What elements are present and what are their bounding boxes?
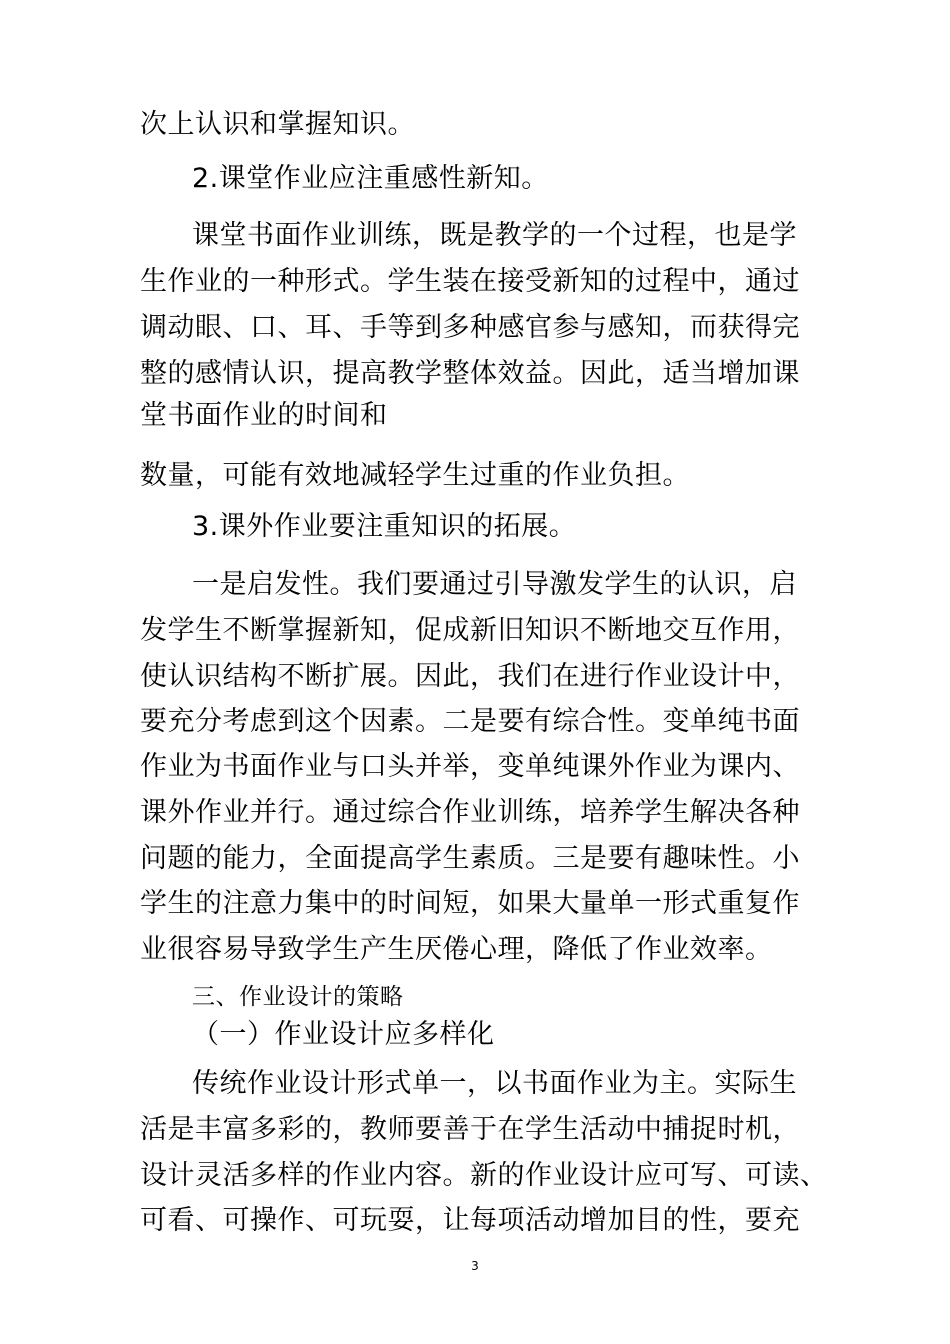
section-subheading: （一）作业设计应多样化 xyxy=(192,1019,495,1050)
text-line: 使认识结构不断扩展。因此，我们在进行作业设计中， xyxy=(140,661,800,692)
text-line: 活是丰富多彩的，教师要善于在学生活动中捕捉时机， xyxy=(140,1114,800,1145)
text-line: 调动眼、口、耳、手等到多种感官参与感知，而获得完 xyxy=(140,312,800,343)
text-line: 课外作业并行。通过综合作业训练，培养学生解决各种 xyxy=(140,797,800,828)
text-line: 学生的注意力集中的时间短，如果大量单一形式重复作 xyxy=(140,888,800,919)
text-line: 一是启发性。我们要通过引导激发学生的认识，启 xyxy=(192,569,797,600)
text-line: 次上认识和掌握知识。 xyxy=(140,109,415,140)
page-number: 3 xyxy=(471,1259,479,1273)
subheading: 2.课堂作业应注重感性新知。 xyxy=(192,163,549,194)
text-line: 课堂书面作业训练，既是教学的一个过程，也是学 xyxy=(192,220,797,251)
text-line: 问题的能力，全面提高学生素质。三是要有趣味性。小 xyxy=(140,843,800,874)
subheading: 3.课外作业要注重知识的拓展。 xyxy=(192,511,577,542)
text-line: 传统作业设计形式单一，以书面作业为主。实际生 xyxy=(192,1068,797,1099)
text-line: 数量，可能有效地减轻学生过重的作业负担。 xyxy=(140,460,690,491)
text-line: 可看、可操作、可玩耍，让每项活动增加目的性，要充 xyxy=(140,1205,800,1236)
section-heading: 三、作业设计的策略 xyxy=(192,984,404,1010)
text-line: 堂书面作业的时间和 xyxy=(140,400,388,431)
text-line: 要充分考虑到这个因素。二是要有综合性。变单纯书面 xyxy=(140,706,800,737)
text-line: 作业为书面作业与口头并举，变单纯课外作业为课内、 xyxy=(140,751,800,782)
text-line: 设计灵活多样的作业内容。新的作业设计应可写、可读、 xyxy=(140,1160,828,1191)
text-line: 生作业的一种形式。学生装在接受新知的过程中，通过 xyxy=(140,266,800,297)
text-line: 整的感情认识，提高教学整体效益。因此，适当增加课 xyxy=(140,358,800,389)
text-line: 发学生不断掌握新知，促成新旧知识不断地交互作用， xyxy=(140,615,800,646)
text-line: 业很容易导致学生产生厌倦心理，降低了作业效率。 xyxy=(140,934,773,965)
